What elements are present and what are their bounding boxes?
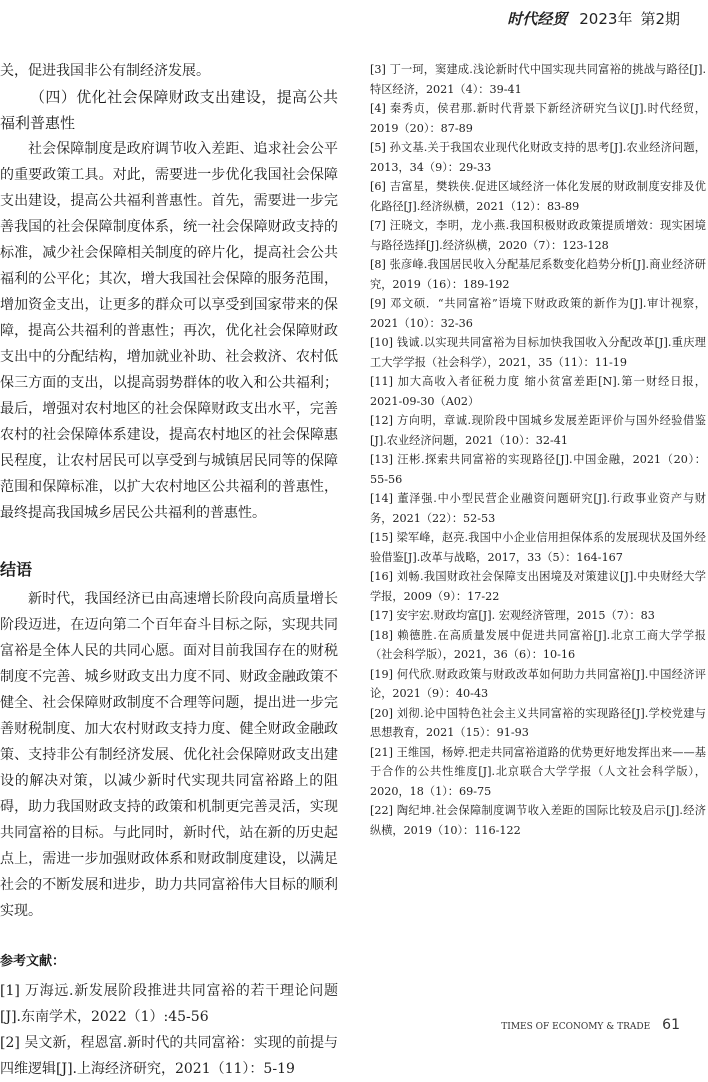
left-column — [0, 58, 338, 1082]
page-header — [507, 8, 680, 29]
page-number: 61 — [662, 1017, 680, 1033]
paragraph: 社会保障制度是政府调节收入差距、追求社会公平的重要政策工具。对此，需要进一步优化我国社会保障支出建设，提高公共福利普惠性。首先，需要进一步完善我国的社会保障制度体系，统一社会保障财政支持的标准，减少社会保障相关制度的碎片化，提高社会公共福利的公平化；其次，增大我国社会保障的服务范围，增加资金支出，让更多的群众可以享受到国家带来的保障，提高公共福利的普惠性；再次，优化社会保障财政支出中的分配结构，增加就业补助、社会救济、农村低保三方面的支出，以提高弱势群体的收入和公共福利；最后，增强对农村地区的社会保障财政支出水平，完善农村的社会保障体系建设，提高农村地区的社会保障惠民程度，让农村居民可以享受到与城镇居民同等的保障范围和保障标准，以扩大农村地区公共福利的普惠性，最终提高我国城乡居民公共福利的普惠性。 — [0, 141, 338, 521]
issue-year: 2023年 — [579, 10, 633, 28]
reference-item: [3] 丁一珂，窦建成.浅论新时代中国实现共同富裕的挑战与路径[J].特区经济，2021（4）：39-41 — [370, 63, 706, 96]
reference-item: [14] 董泽强.中小型民营企业融资问题研究[J].行政事业资产与财务，2021（22）：52-53 — [370, 492, 706, 525]
reference-item: [18] 赖德胜.在高质量发展中促进共同富裕[J].北京工商大学学报（社会科学版），2021，36（6）：10-16 — [370, 628, 706, 661]
journal-english-name: TIMES OF ECONOMY & TRADE — [501, 1022, 651, 1032]
reference-item: [7] 汪晓文，李明，龙小燕.我国积极财政政策提质增效：现实困境与路径选择[J].经济纵横，2020（7）：123-128 — [370, 219, 706, 252]
reference-item: [6] 吉富星，樊轶侠.促进区域经济一体化发展的财政制度安排及优化路径[J].经济纵横，2021（12）：83-89 — [370, 180, 706, 213]
reference-item: [16] 刘畅.我国财政社会保障支出困境及对策建议[J].中央财经大学学报，2009（9）：17-22 — [370, 570, 706, 603]
paragraph: 新时代，我国经济已由高速增长阶段向高质量增长阶段迈进，在迈向第二个百年奋斗目标之际，实现共同富裕是全体人民的共同心愿。面对目前我国存在的财税制度不完善、城乡财政支出力度不同、财政金融政策不健全、社会保障财政制度不合理等问题，提出进一步完善财税制度、加大农村财政支持力度、健全财政金融政策、支持非公有制经济发展、优化社会保障财政支出建设的解决对策，以减少新时代实现共同富裕路上的阻碍，助力我国财政支持的政策和机制更完善灵活，实现共同富裕的目标。与此同时，新时代，站在新的历史起点上，需进一步加强财政体系和财政制度建设，以满足社会的不断发展和进步，助力共同富裕伟大目标的顺利实现。 — [0, 591, 338, 919]
reference-item: [17] 安宇宏.财政均富[J]. 宏观经济管理，2015（7）：83 — [370, 609, 655, 622]
reference-item: [8] 张彦峰.我国居民收入分配基尼系数变化趋势分析[J].商业经济研究，2019（16）：189-192 — [370, 258, 706, 291]
reference-item: [21] 王维国，杨婷.把走共同富裕道路的优势更好地发挥出来——基于合作的公共性维度[J].北京联合大学学报（人文社会科学版），2020，18（1）：69-75 — [370, 745, 706, 798]
reference-item: [22] 陶纪坤.社会保障制度调节收入差距的国际比较及启示[J].经济纵横，2019（10）：116-122 — [370, 804, 706, 837]
journal-name: 时代经贸 — [507, 10, 568, 28]
reference-item: [11] 加大高收入者征税力度 缩小贫富差距[N].第一财经日报，2021-09-30（A02） — [370, 375, 706, 408]
section-subheading: （四）优化社会保障财政支出建设，提高公共福利普惠性 — [0, 88, 338, 132]
reference-item: [9] 邓文硕．“共同富裕”语境下财政政策的新作为[J].审计视察，2021（10）：32-36 — [370, 297, 706, 330]
issue-number: 第2期 — [640, 10, 680, 28]
page-footer — [501, 1017, 680, 1033]
reference-item: [4] 秦秀贞，侯君那.新时代背景下新经济研究刍议[J].时代经贸，2019（20）：87-89 — [370, 102, 706, 135]
reference-item: [10] 钱诚.以实现共同富裕为目标加快我国收入分配改革[J].重庆理工大学学报（社会科学），2021，35（11）：11-19 — [370, 336, 706, 369]
reference-item: [15] 梁军峰，赵亮.我国中小企业信用担保体系的发展现状及国外经验借鉴[J].改革与战略，2017，33（5）：164-167 — [370, 531, 706, 564]
reference-item: [13] 汪彬.探索共同富裕的实现路径[J].中国金融，2021（20）：55-56 — [370, 453, 706, 486]
reference-item: [1] 万海远.新发展阶段推进共同富裕的若干理论问题[J].东南学术，2022（1）:45-56 — [0, 983, 338, 1025]
reference-item: [2] 吴文新，程恩富.新时代的共同富裕：实现的前提与四维逻辑[J].上海经济研究，2021（11）：5-19 — [0, 1035, 338, 1077]
right-column — [370, 60, 706, 840]
reference-item: [12] 方向明，章诚.现阶段中国城乡发展差距评价与国外经验借鉴[J].农业经济问题，2021（10）：32-41 — [370, 414, 706, 447]
conclusion-heading: 结语 — [0, 560, 33, 579]
reference-item: [19] 何代欣.财政政策与财政改革如何助力共同富裕[J].中国经济评论，2021（9）：40-43 — [370, 667, 706, 700]
reference-item: [20] 刘彻.论中国特色社会主义共同富裕的实现路径[J].学校党建与思想教育，2021（15）：91-93 — [370, 706, 706, 739]
reference-item: [5] 孙文基.关于我国农业现代化财政支持的思考[J].农业经济问题，2013，34（9）：29-33 — [370, 141, 706, 174]
paragraph: 关，促进我国非公有制经济发展。 — [0, 63, 210, 79]
references-heading: 参考文献： — [0, 954, 66, 969]
